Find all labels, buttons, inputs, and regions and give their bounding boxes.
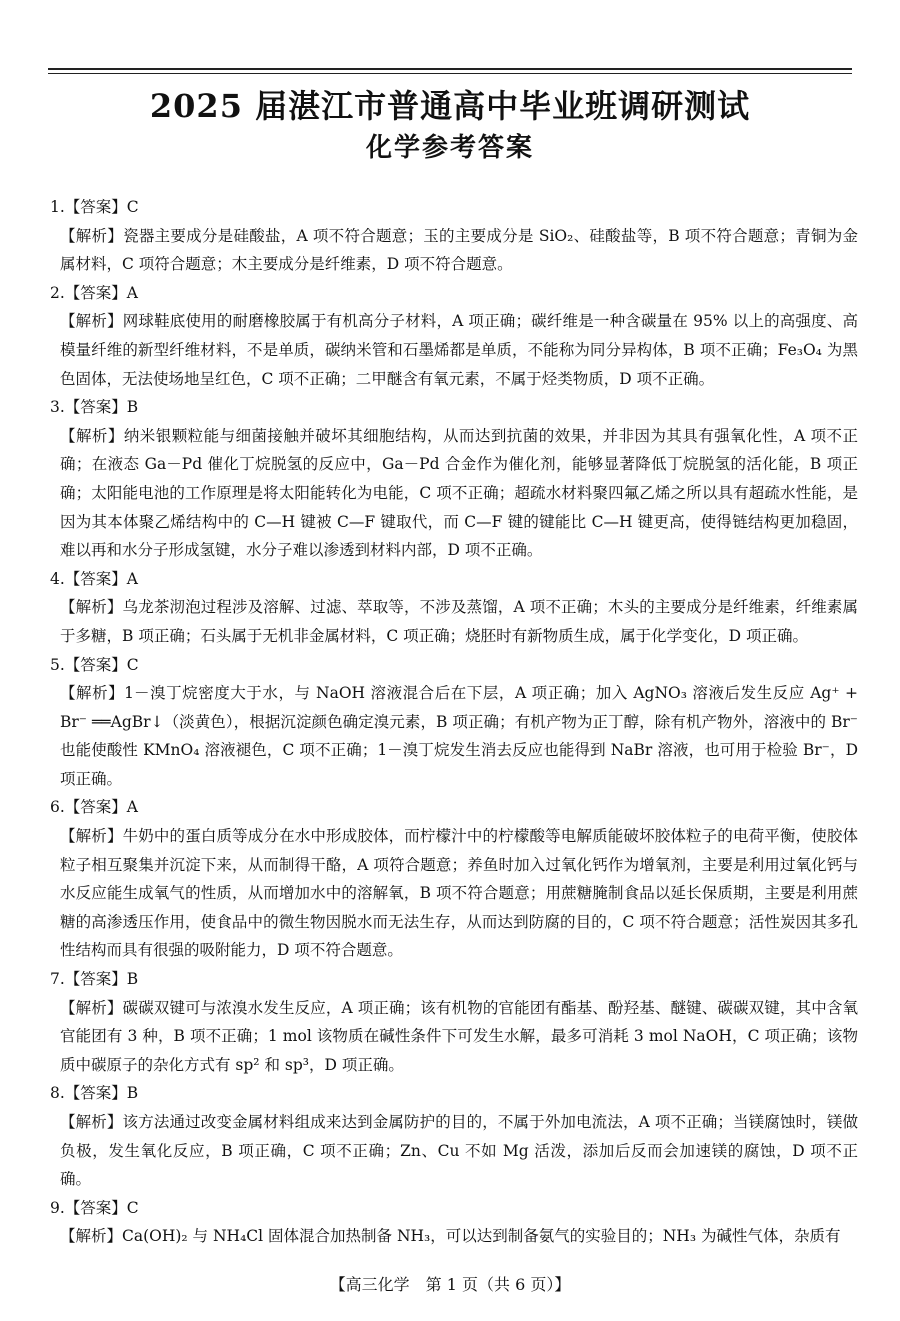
- answer-line: 7.【答案】B: [50, 970, 139, 989]
- answer-list: [50, 193, 858, 1251]
- answer-item-2: [50, 279, 858, 393]
- analysis-text: 【解析】瓷器主要成分是硅酸盐，A 项不符合题意；玉的主要成分是 SiO₂、硅酸盐等，B 项不符合题意；青铜为金属材料，C 项符合题意；木主要成分是纤维素，D 项不符合题意。: [60, 226, 858, 274]
- analysis-text: 【解析】纳米银颗粒能与细菌接触并破坏其细胞结构，从而达到抗菌的效果，并非因为其具有强氧化性，A 项不正确；在液态 Ga－Pd 催化丁烷脱氢的反应中，Ga－Pd 合金作为催化剂，能够显著降低丁烷脱氢的活化能，B 项正确；太阳能电池的工作原理是将太阳能转化为电能，C 项不正确；超疏水材料聚四氟乙烯之所以具有超疏水性能，是因为其本体聚乙烯结构中的 C—H 键被 C—F 键取代，而 C—F 键的键能比 C—H 键更高，使得链结构更加稳固，难以再和水分子形成氢键，水分子难以渗透到材料内部，D 项不正确。: [60, 426, 858, 560]
- analysis-text: 【解析】碳碳双键可与浓溴水发生反应，A 项正确；该有机物的官能团有酯基、酚羟基、醚键、碳碳双键，其中含氧官能团有 3 种，B 项不正确；1 mol 该物质在碱性条件下可发生水解，最多可消耗 3 mol NaOH，C 项正确；该物质中碳原子的杂化方式有 sp² 和 sp³，D 项正确。: [60, 998, 858, 1074]
- answer-item-1: [50, 193, 858, 279]
- analysis-text: 【解析】网球鞋底使用的耐磨橡胶属于有机高分子材料，A 项正确；碳纤维是一种含碳量在 95% 以上的高强度、高模量纤维的新型纤维材料，不是单质，碳纳米管和石墨烯都是单质，不能称为同分异构体，B 项不正确；Fe₃O₄ 为黑色固体，无法使场地呈红色，C 项不正确；二甲醚含有氧元素，不属于烃类物质，D 项不正确。: [60, 312, 858, 388]
- header-rule-thin: [48, 73, 852, 74]
- header-rule-thick: [48, 68, 852, 70]
- answer-line: 8.【答案】B: [50, 1084, 139, 1103]
- answer-line: 5.【答案】C: [50, 655, 139, 674]
- answer-item-8: [50, 1079, 858, 1193]
- answer-item-5: [50, 651, 858, 794]
- page-subtitle: 化学参考答案: [365, 133, 534, 163]
- answer-line: 2.【答案】A: [50, 283, 138, 302]
- page-title: 2025 届湛江市普通高中毕业班调研测试: [149, 87, 751, 125]
- analysis-text: 【解析】Ca(OH)₂ 与 NH₄Cl 固体混合加热制备 NH₃，可以达到制备氨气的实验目的；NH₃ 为碱性气体，杂质有: [60, 1227, 841, 1246]
- answer-line: 4.【答案】A: [50, 569, 138, 588]
- answer-item-9: [50, 1194, 858, 1251]
- answer-item-4: [50, 565, 858, 651]
- answer-line: 1.【答案】C: [50, 198, 139, 216]
- answer-item-6: [50, 793, 858, 965]
- answer-line: 6.【答案】A: [50, 798, 138, 817]
- analysis-text: 【解析】该方法通过改变金属材料组成来达到金属防护的目的，不属于外加电流法，A 项不正确；当镁腐蚀时，镁做负极，发生氧化反应，B 项正确，C 项不正确；Zn、Cu 不如 Mg 活泼，添加后反而会加速镁的腐蚀，D 项不正确。: [60, 1113, 858, 1189]
- analysis-text: 【解析】乌龙茶沏泡过程涉及溶解、过滤、萃取等，不涉及蒸馏，A 项不正确；木头的主要成分是纤维素，纤维素属于多糖，B 项正确；石头属于无机非金属材料，C 项正确；烧胚时有新物质生成，属于化学变化，D 项正确。: [60, 598, 858, 645]
- answer-item-3: [50, 393, 858, 565]
- answer-line: 3.【答案】B: [50, 398, 139, 417]
- answer-item-7: [50, 965, 858, 1079]
- answer-line: 9.【答案】C: [50, 1198, 139, 1217]
- analysis-text: 【解析】1－溴丁烷密度大于水，与 NaOH 溶液混合后在下层，A 项正确；加入 AgNO₃ 溶液后发生反应 Ag⁺ + Br⁻ ══AgBr↓（淡黄色），根据沉淀颜色确定溴元素，B 项正确；有机产物为正丁醇，除有机产物外，溶液中的 Br⁻ 也能使酸性 KMnO₄ 溶液褪色，C 项不正确；1－溴丁烷发生消去反应也能得到 NaBr 溶液，也可用于检验 Br⁻，D 项正确。: [60, 684, 858, 788]
- page-footer: 【高三化学 第 1 页（共 6 页）】: [329, 1275, 571, 1294]
- analysis-text: 【解析】牛奶中的蛋白质等成分在水中形成胶体，而柠檬汁中的柠檬酸等电解质能破坏胶体粒子的电荷平衡，使胶体粒子相互聚集并沉淀下来，从而制得干酪，A 项符合题意；养鱼时加入过氧化钙作为增氧剂，主要是利用过氧化钙与水反应能生成氧气的性质，从而增加水中的溶解氧，B 项不符合题意；用蔗糖腌制食品以延长保质期，主要是利用蔗糖的高渗透压作用，使食品中的微生物因脱水而无法生存，从而达到防腐的目的，C 项不符合题意；活性炭因其多孔性结构而具有很强的吸附能力，D 项不符合题意。: [60, 827, 858, 960]
